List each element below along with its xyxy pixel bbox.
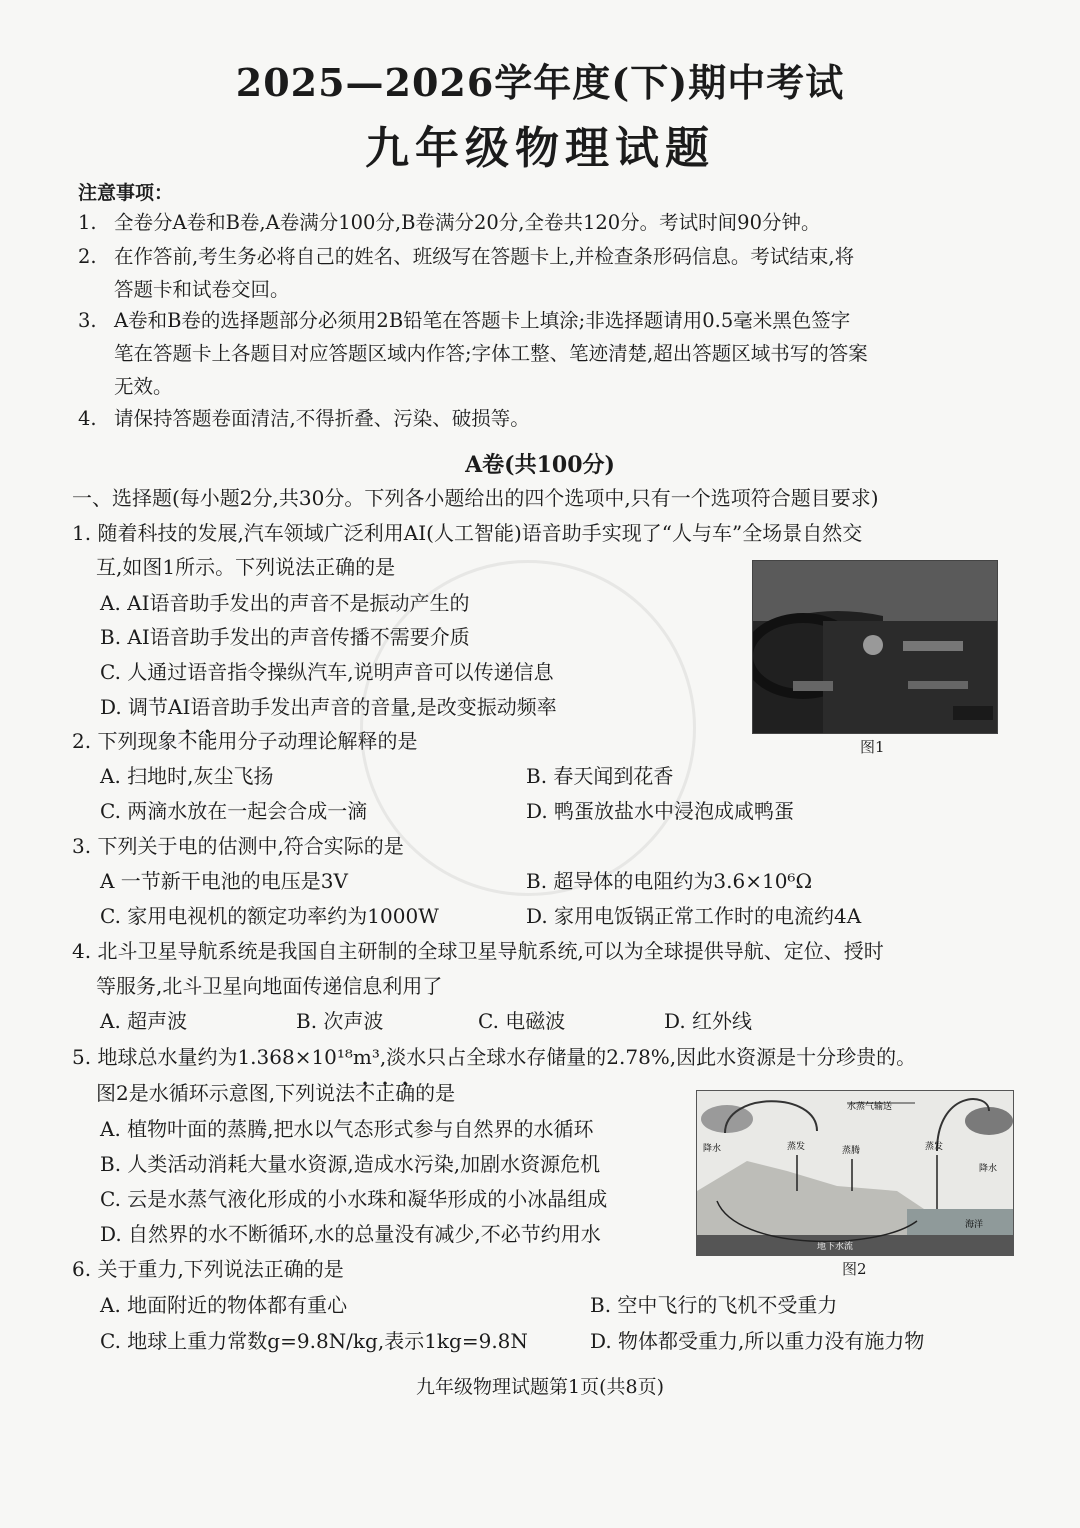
q2-option-a: A. 扫地时,灰尘飞扬 <box>100 764 274 788</box>
figure-2-water-cycle <box>696 1090 1014 1256</box>
q2-stem-post: 用分子动理论解释的是 <box>217 729 418 753</box>
water-cycle-diagram <box>697 1091 1013 1255</box>
section-a-title: A卷(共100分) <box>465 452 615 478</box>
q3-option-a: A 一节新干电池的电压是3V <box>100 869 348 893</box>
note-line: 在作答前,考生务必将自己的姓名、班级写在答题卡上,并检查条形码信息。考试结束,将 <box>114 245 855 268</box>
emphasis-char: 确 <box>395 1081 416 1105</box>
section-1-title: 一、选择题(每小题2分,共30分。下列各小题给出的四个选项中,只有一个选项符合题目要求) <box>72 486 879 510</box>
fig2-label-rain-right: 降水 <box>979 1164 998 1174</box>
figure-1-car-interior <box>752 560 998 734</box>
emphasis-char: 能 <box>197 729 218 753</box>
fig2-label-ocean: 海洋 <box>965 1220 984 1230</box>
fig2-label-rain-left: 降水 <box>703 1144 722 1154</box>
note-line: 全卷分A卷和B卷,A卷满分100分,B卷满分20分,全卷共120分。考试时间90分钟。 <box>114 211 821 234</box>
q4-option-d: D. 红外线 <box>664 1009 753 1033</box>
note-num: 3. <box>78 309 97 332</box>
q1-option-a: A. AI语音助手发出的声音不是振动产生的 <box>100 591 470 615</box>
q6-option-d: D. 物体都受重力,所以重力没有施力物 <box>590 1329 925 1353</box>
emphasis-char: 不 <box>355 1081 376 1105</box>
q5-stem-line2 <box>96 1076 455 1110</box>
note-item-4 <box>78 402 1008 435</box>
q5-stem-line1: 5. 地球总水量约为1.368×10¹⁸m³,淡水只占全球水存储量的2.78%,因此水资源是十分珍贵的。 <box>72 1045 917 1069</box>
fig2-label-evap-right: 蒸发 <box>925 1142 944 1152</box>
car-interior-image <box>753 561 997 733</box>
notes-title: 注意事项： <box>78 182 174 204</box>
fig2-label-vapor: 水蒸气输送 <box>847 1102 893 1112</box>
page-footer: 九年级物理试题第1页(共8页) <box>415 1376 664 1398</box>
q3-stem: 3. 下列关于电的估测中,符合实际的是 <box>72 834 404 858</box>
note-item-2 <box>78 240 1008 306</box>
emphasis-char: 不 <box>177 729 198 753</box>
fig2-label-groundwater: 地下水流 <box>817 1242 854 1252</box>
q5-option-b: B. 人类活动消耗大量水资源,造成水污染,加剧水资源危机 <box>100 1152 601 1176</box>
q4-stem-line1: 4. 北斗卫星导航系统是我国自主研制的全球卫星导航系统,可以为全球提供导航、定位、授时 <box>72 939 884 963</box>
q5-stem-post: 的是 <box>415 1081 456 1105</box>
q3-option-d: D. 家用电饭锅正常工作时的电流约4A <box>526 904 862 928</box>
note-line: 无效。 <box>114 375 173 398</box>
q4-stem-line2: 等服务,北斗卫星向地面传递信息利用了 <box>96 974 443 998</box>
q5-option-d: D. 自然界的水不断循环,水的总量没有减少,不必节约用水 <box>100 1222 601 1246</box>
fig2-label-transpiration: 蒸腾 <box>842 1146 861 1156</box>
note-num: 1. <box>78 211 97 234</box>
q2-stem-pre: 2. 下列现象 <box>72 729 178 753</box>
q4-option-c: C. 电磁波 <box>478 1009 566 1033</box>
q6-option-c: C. 地球上重力常数g=9.8N/kg,表示1kg=9.8N <box>100 1329 528 1353</box>
figure-2-caption: 图2 <box>842 1260 867 1278</box>
q4-option-a: A. 超声波 <box>100 1009 188 1033</box>
note-item-1 <box>78 206 1008 239</box>
note-num: 4. <box>78 407 97 430</box>
emphasis-char: 正 <box>375 1081 396 1105</box>
exam-title: 2025—2026学年度(下)期中考试 <box>235 60 845 105</box>
q2-option-c: C. 两滴水放在一起会合成一滴 <box>100 799 368 823</box>
figure-1-caption: 图1 <box>860 738 885 756</box>
q6-option-b: B. 空中飞行的飞机不受重力 <box>590 1293 838 1317</box>
q1-option-c: C. 人通过语音指令操纵汽车,说明声音可以传递信息 <box>100 660 554 684</box>
q1-option-d: D. 调节AI语音助手发出声音的音量,是改变振动频率 <box>100 695 557 719</box>
note-line: A卷和B卷的选择题部分必须用2B铅笔在答题卡上填涂;非选择题请用0.5毫米黑色签字 <box>114 309 851 332</box>
q5-stem-pre: 图2是水循环示意图,下列说法 <box>96 1081 356 1105</box>
q1-option-b: B. AI语音助手发出的声音传播不需要介质 <box>100 625 470 649</box>
q3-option-c: C. 家用电视机的额定功率约为1000W <box>100 904 439 928</box>
q4-option-b: B. 次声波 <box>296 1009 384 1033</box>
q2-stem-emphasis <box>177 729 217 753</box>
note-line: 笔在答题卡上各题目对应答题区域内作答;字体工整、笔迹清楚,超出答题区域书写的答案 <box>114 342 868 365</box>
q5-stem-emphasis <box>355 1081 415 1105</box>
q3-option-b: B. 超导体的电阻约为3.6×10⁶Ω <box>526 869 813 893</box>
note-num: 2. <box>78 245 97 268</box>
fig2-label-evap-left: 蒸发 <box>787 1142 806 1152</box>
q1-stem-line1: 1. 随着科技的发展,汽车领域广泛利用AI(人工智能)语音助手实现了“人与车”全场景自然交 <box>72 521 863 545</box>
q6-option-a: A. 地面附近的物体都有重心 <box>100 1293 348 1317</box>
exam-subtitle: 九年级物理试题 <box>365 123 715 174</box>
q5-option-c: C. 云是水蒸气液化形成的小水珠和凝华形成的小冰晶组成 <box>100 1187 608 1211</box>
q5-option-a: A. 植物叶面的蒸腾,把水以气态形式参与自然界的水循环 <box>100 1117 594 1141</box>
q2-option-b: B. 春天闻到花香 <box>526 764 674 788</box>
q1-stem-line2: 互,如图1所示。下列说法正确的是 <box>96 555 396 579</box>
note-line: 答题卡和试卷交回。 <box>114 278 290 301</box>
note-item-3 <box>78 304 1008 403</box>
note-line: 请保持答题卷面清洁,不得折叠、污染、破损等。 <box>114 407 530 430</box>
q2-stem <box>72 724 417 758</box>
q6-stem: 6. 关于重力,下列说法正确的是 <box>72 1257 344 1281</box>
q2-option-d: D. 鸭蛋放盐水中浸泡成咸鸭蛋 <box>526 799 795 823</box>
